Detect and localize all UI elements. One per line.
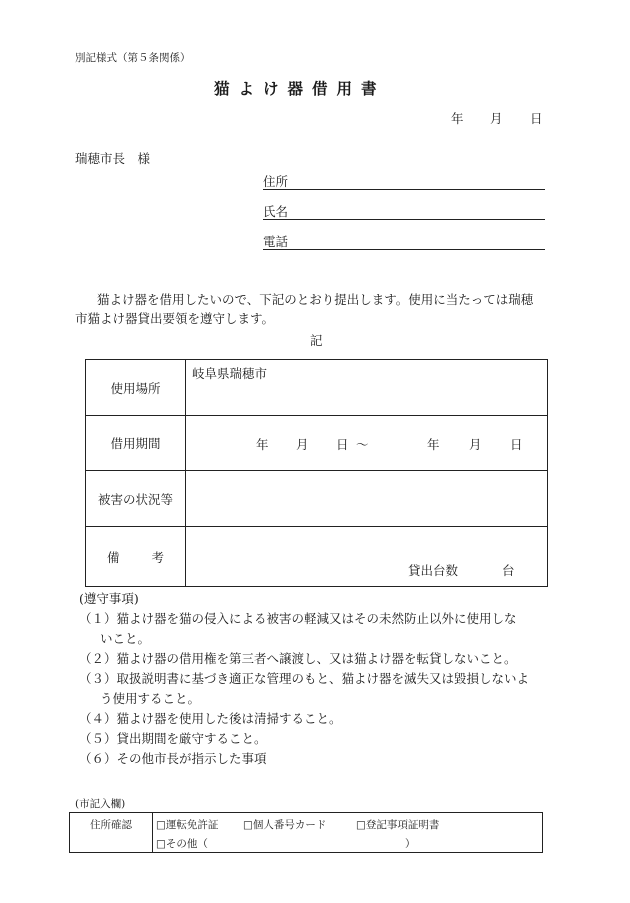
rule-item-5 [79, 729, 529, 749]
checkbox-my-number-card[interactable]: □個人番号カード [243, 819, 327, 831]
loan-details-table [85, 359, 548, 587]
ki-label: 記 [310, 333, 323, 348]
place-cell[interactable] [186, 360, 548, 416]
rules-heading: (遵守事項) [79, 591, 139, 606]
city-section-heading: (市記入欄) [75, 798, 126, 810]
remarks-label-2: 考 [151, 549, 165, 565]
phone-field[interactable] [263, 235, 545, 250]
loan-count-unit: 台 [502, 563, 515, 578]
remarks-label [86, 527, 186, 587]
place-label: 使用場所 [86, 360, 186, 416]
period-from-year: 年 [256, 437, 269, 452]
date-day: 日 [530, 111, 543, 126]
rule-item-6 [79, 749, 529, 769]
date-year: 年 [451, 111, 464, 126]
rule-item-4 [79, 709, 529, 729]
table-row-damage [86, 471, 548, 527]
remarks-cell[interactable] [186, 527, 548, 587]
page-title: 猫よけ器借用書 [214, 79, 386, 98]
checkbox-registry-certificate[interactable]: □登記事項証明書 [356, 819, 440, 831]
date-month: 月 [490, 111, 503, 126]
address-label: 住所 [263, 174, 289, 189]
address-check-label: 住所確認 [70, 813, 153, 853]
rule-text: 猫よけ器を使用した後は清掃すること。 [116, 711, 342, 726]
table-row-period [86, 416, 548, 471]
phone-label: 電話 [263, 234, 289, 249]
loan-count-label: 貸出台数 [408, 563, 459, 578]
other-close-paren: ） [405, 838, 416, 850]
rule-no: （５） [79, 731, 117, 746]
table-row-remarks [86, 527, 548, 587]
rule-no: （６） [79, 751, 117, 766]
damage-cell[interactable] [186, 471, 548, 527]
rule-item-1 [79, 609, 529, 629]
city-section-table [69, 812, 543, 853]
checkbox-other[interactable]: □その他（ [156, 838, 208, 850]
rule-no: （１） [79, 611, 117, 626]
period-cell[interactable] [186, 416, 548, 471]
rules-section [79, 589, 529, 769]
table-row-place [86, 360, 548, 416]
checkbox-drivers-license[interactable]: □運転免許証 [156, 819, 219, 831]
rule-text: その他市長が指示した事項 [116, 751, 267, 766]
city-row [70, 813, 543, 853]
form-reference: 別記様式（第５条関係） [75, 52, 191, 64]
rule-text: 取扱説明書に基づき適正な管理のもと、猫よけ器を滅失又は毀損しないよ [116, 671, 530, 686]
rule-no: （３） [79, 671, 117, 686]
address-field[interactable] [263, 175, 545, 190]
period-separator: ～ [356, 437, 369, 452]
period-to-year: 年 [427, 437, 440, 452]
rule-item-1-cont: いこと。 [100, 631, 151, 646]
remarks-label-1: 備 [106, 549, 120, 565]
rule-text: 猫よけ器の借用権を第三者へ譲渡し、又は猫よけ器を転貸しないこと。 [116, 651, 517, 666]
rule-text: 猫よけ器を猫の侵入による被害の軽減又はその未然防止以外に使用しな [116, 611, 517, 626]
id-options-cell [153, 813, 543, 853]
place-value: 岐阜県瑞穂市 [192, 366, 268, 381]
rule-item-3 [79, 669, 529, 689]
rule-no: （４） [79, 711, 117, 726]
addressee: 瑞穂市長 様 [75, 151, 151, 166]
period-from-day: 日 [336, 437, 349, 452]
name-field[interactable] [263, 205, 545, 220]
period-from-month: 月 [296, 437, 309, 452]
damage-label: 被害の状況等 [86, 471, 186, 527]
rule-no: （２） [79, 651, 117, 666]
period-to-month: 月 [469, 437, 482, 452]
period-to-day: 日 [510, 437, 523, 452]
period-label: 借用期間 [86, 416, 186, 471]
rule-text: 貸出期間を厳守すること。 [116, 731, 267, 746]
name-label: 氏名 [263, 204, 289, 219]
rule-item-2 [79, 649, 529, 669]
body-paragraph: 猫よけ器を借用したいので、下記のとおり提出します。使用に当たっては瑞穂市猫よけ器貸出要領を遵守します。 [75, 292, 534, 326]
rule-item-3-cont: う使用すること。 [100, 691, 201, 706]
